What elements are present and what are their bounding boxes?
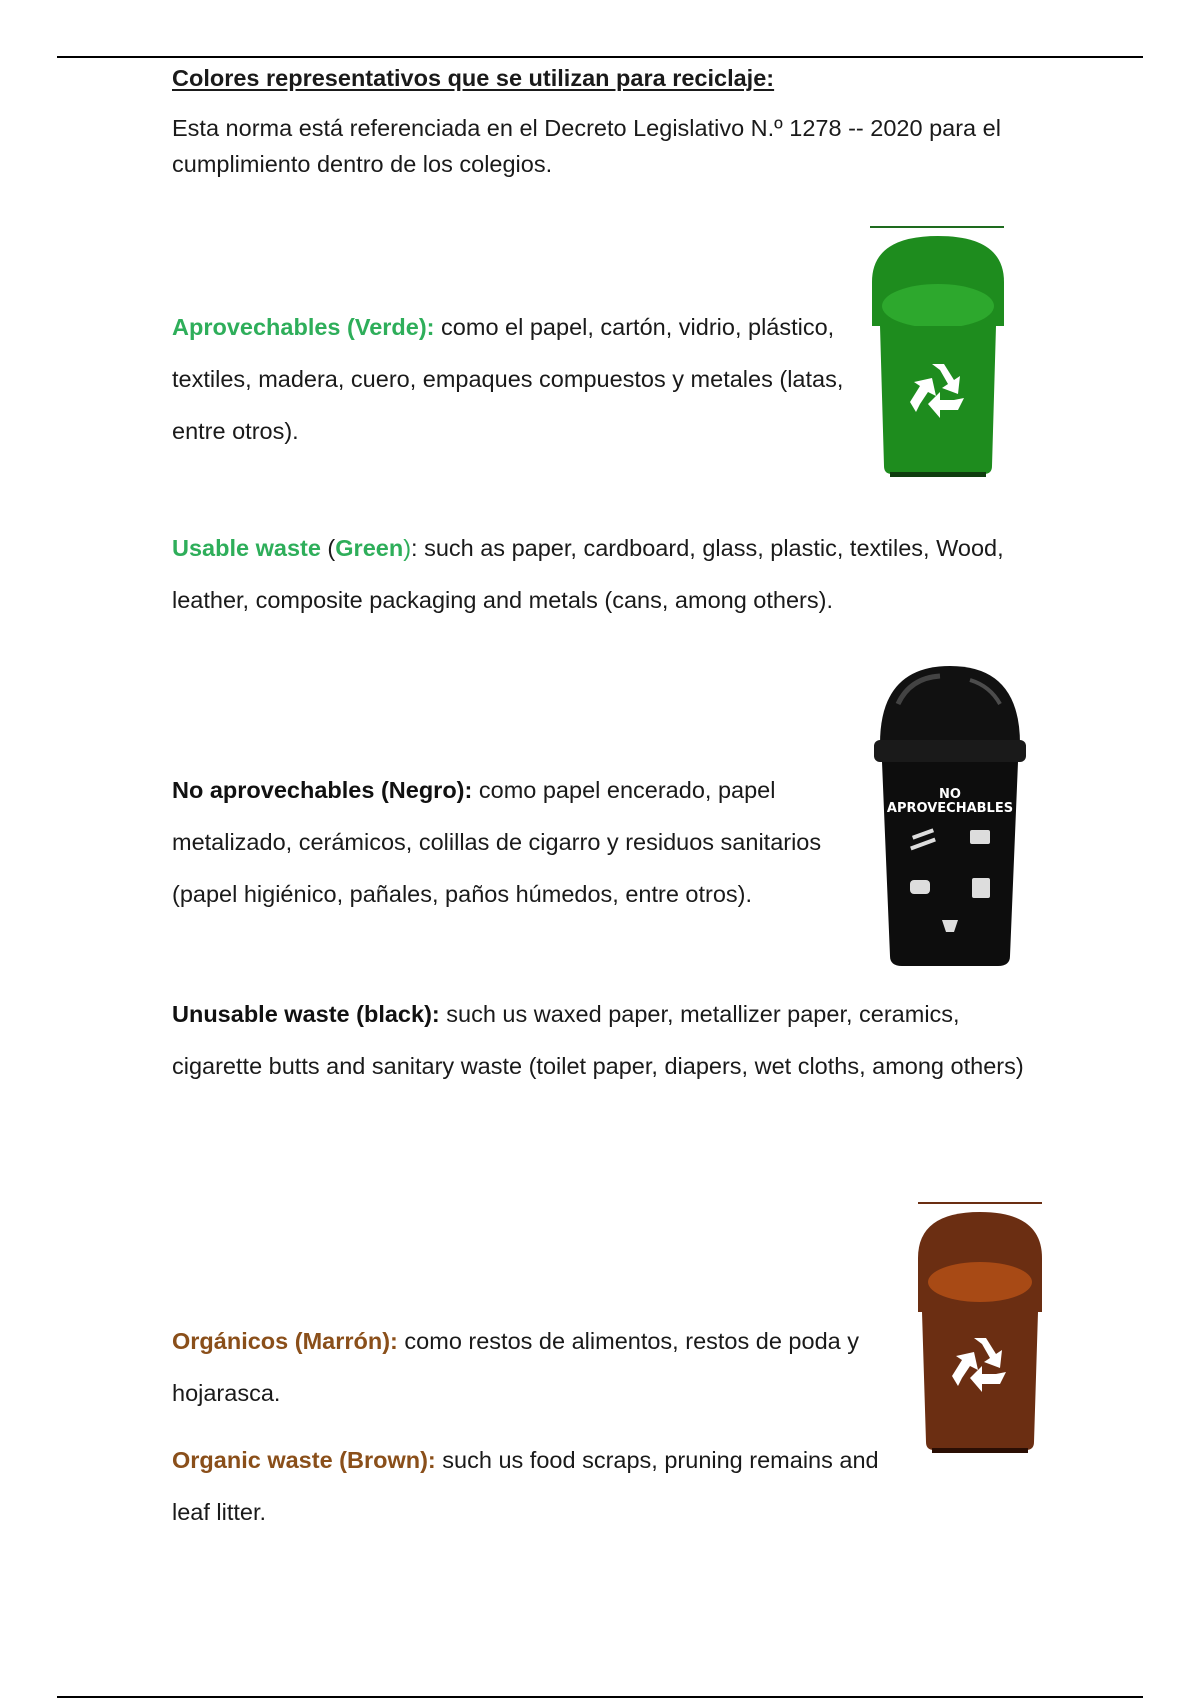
green-bin-image	[868, 226, 1008, 478]
black-en-label: Unusable waste (black):	[172, 1001, 440, 1027]
black-es-label: No aprovechables (Negro):	[172, 777, 473, 803]
green-es-label: Aprovechables (Verde):	[172, 314, 435, 340]
green-en-paragraph	[172, 522, 1052, 626]
page-title: Colores representativos que se utilizan para reciclaje:	[172, 65, 775, 91]
brown-en-text: such us food scraps, pruning remains and leaf litter.	[172, 1447, 879, 1525]
brown-es-text: como restos de alimentos, restos de poda y hojarasca.	[172, 1328, 859, 1406]
green-en-label: Usable waste (Green)	[172, 535, 412, 561]
bin-label-no: NO	[939, 787, 961, 802]
brown-es-label: Orgánicos (Marrón):	[172, 1328, 398, 1354]
black-bin-image	[870, 664, 1030, 970]
green-es-text: como el papel, cartón, vidrio, plástico, textiles, madera, cuero, empaques compuestos y metales (latas, entre otros).	[172, 314, 844, 444]
black-es-text: como papel encerado, papel metalizado, cerámicos, colillas de cigarro y residuos sanitarios (papel higiénico, pañales, paños húmedos, entre otros).	[172, 777, 822, 907]
bottom-rule	[57, 1696, 1143, 1698]
brown-en-paragraph	[172, 1434, 912, 1538]
top-rule	[57, 56, 1143, 58]
brown-es-paragraph	[172, 1315, 912, 1419]
intro-paragraph: Esta norma está referenciada en el Decreto Legislativo N.º 1278 -- 2020 para el cumplimiento dentro de los colegios.	[172, 115, 1001, 177]
black-en-text: such us waxed paper, metallizer paper, ceramics, cigarette butts and sanitary waste (toilet paper, diapers, wet cloths, among others)	[172, 1001, 1024, 1079]
brown-bin-image	[914, 1202, 1044, 1454]
green-es-paragraph	[172, 301, 852, 457]
bin-label-aprovechables: APROVECHABLES	[886, 801, 1014, 816]
green-en-text: : such as paper, cardboard, glass, plastic, textiles, Wood, leather, composite packaging and metals (cans, among others).	[172, 535, 1004, 613]
black-en-paragraph	[172, 988, 1042, 1092]
brown-en-label: Organic waste (Brown):	[172, 1447, 436, 1473]
black-es-paragraph	[172, 764, 862, 920]
